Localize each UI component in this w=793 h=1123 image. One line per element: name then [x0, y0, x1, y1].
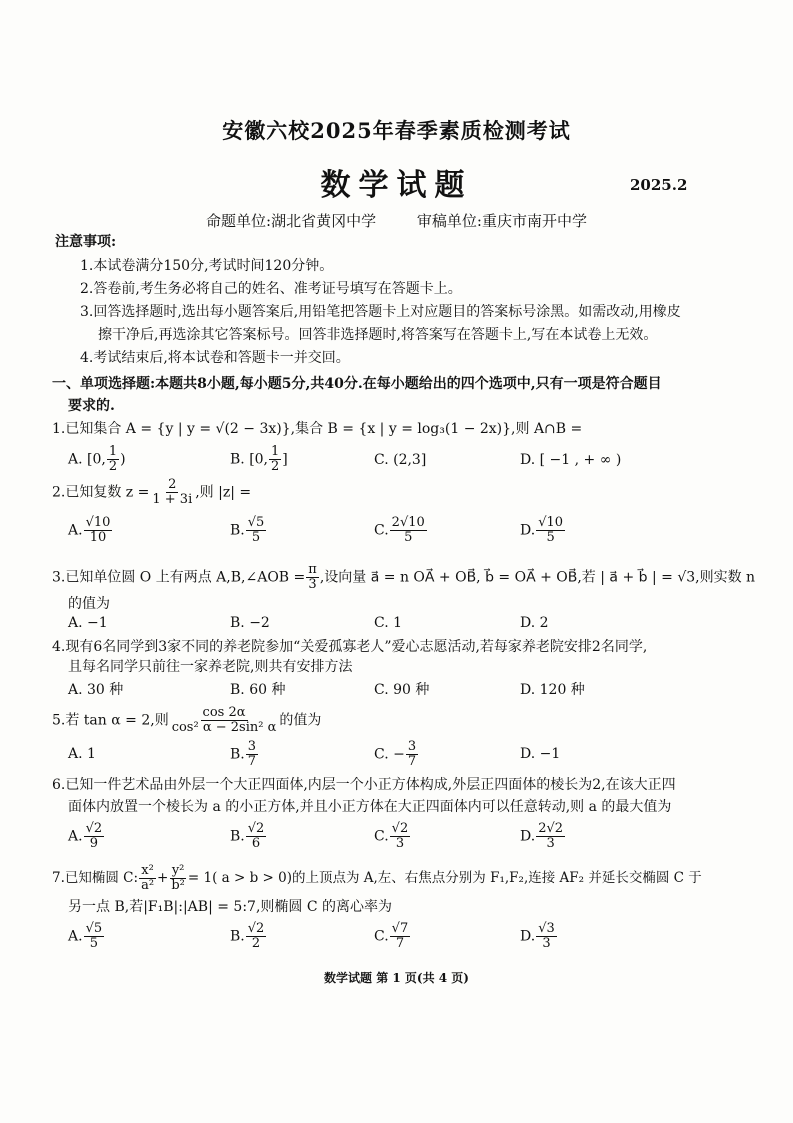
q3-option-c: C. 1 — [374, 615, 403, 631]
exam-title: 安徽六校2025年春季素质检测考试 — [222, 118, 571, 143]
q7-stem: 7.已知椭圆 C: $\frac{\text{x²}}{\text{a²}}$ + $\frac{\text{y²}}{\text{b²}}$ = 1( a > b > 0)的上顶点为 A,左、右焦点分别为 F₁,F₂,连接 AF₂ 并延长交椭圆 C 于 — [52, 863, 702, 893]
q1-option-a: A. [0, $\frac{1}{2}$ ) — [68, 444, 126, 474]
q3-stem-cont: 的值为 — [68, 596, 110, 612]
q2-option-b: B. $\frac{√5}{5}$ — [230, 515, 265, 545]
section-1-heading-cont: 要求的. — [68, 398, 115, 414]
section-1-heading: 一、单项选择题:本题共8小题,每小题5分,共40分.在每小题给出的四个选项中,只有一项是符合题目 — [52, 376, 662, 392]
q7-option-d: D. $\frac{√3}{3}$ — [520, 921, 555, 951]
subject-title: 数学试题 — [320, 168, 473, 203]
q1-option-d: D. [ −1 , + ∞ ) — [520, 452, 622, 468]
page-footer: 数学试题 第 1 页(共 4 页) — [324, 971, 469, 985]
note-3-cont: 擦干净后,再选涂其它答案标号。回答非选择题时,将答案写在答题卡上,写在本试卷上无效。 — [98, 327, 658, 343]
q6-option-d: D. $\frac{2√2}{3}$ — [520, 821, 564, 851]
q2-option-d: D. $\frac{√10}{5}$ — [520, 515, 564, 545]
q4-option-c: C. 90 种 — [374, 682, 430, 698]
q4-stem-cont: 且每名同学只前往一家养老院,则共有安排方法 — [68, 659, 353, 675]
q3-stem: 3.已知单位圆 O 上有两点 A,B,∠AOB = $\frac{\pi}{3}$ ,设向量 a⃗ = n OA⃗ + OB⃗, b⃗ = OA⃗ + OB⃗,若 | a⃗ + b⃗ | = √3,则实数 n — [52, 562, 756, 592]
review-unit: 审稿单位:重庆市南开中学 — [416, 212, 587, 230]
q1-option-c: C. (2,3] — [374, 452, 427, 468]
q3-option-a: A. −1 — [68, 615, 108, 631]
q4-option-b: B. 60 种 — [230, 682, 286, 698]
author-unit: 命题单位:湖北省黄冈中学 — [206, 212, 377, 230]
exam-date: 2025.2 — [630, 176, 688, 194]
q3-option-b: B. −2 — [230, 615, 270, 631]
q5-option-c: C. − $\frac{3}{7}$ — [374, 739, 417, 769]
q6-option-c: C. $\frac{√2}{3}$ — [374, 821, 409, 851]
q6-option-b: B. $\frac{√2}{6}$ — [230, 821, 265, 851]
q4-option-d: D. 120 种 — [520, 682, 585, 698]
q7-option-a: A. $\frac{√5}{5}$ — [68, 921, 103, 951]
q7-option-c: C. $\frac{√7}{7}$ — [374, 921, 409, 951]
q4-stem: 4.现有6名同学到3家不同的养老院参加“关爱孤寡老人”爱心志愿活动,若每家养老院安排2名同学, — [52, 639, 648, 655]
q1-stem: 1.已知集合 A = {y | y = √(2 − 3x)},集合 B = {x | y = log₃(1 − 2x)},则 A∩B = — [52, 421, 583, 437]
q3-option-d: D. 2 — [520, 615, 549, 631]
q2-option-a: A. $\frac{√10}{10}$ — [68, 515, 111, 545]
q1-option-b: B. [0, $\frac{1}{2}$ ] — [230, 444, 288, 474]
q5-option-b: B. $\frac{3}{7}$ — [230, 739, 257, 769]
q5-option-a: A. 1 — [68, 746, 96, 762]
units-line — [0, 210, 793, 231]
note-2: 2.答卷前,考生务必将自己的姓名、准考证号填写在答题卡上。 — [80, 281, 462, 297]
q2-option-c: C. $\frac{2√10}{5}$ — [374, 515, 425, 545]
q5-option-d: D. −1 — [520, 746, 561, 762]
note-1: 1.本试卷满分150分,考试时间120分钟。 — [80, 258, 334, 274]
q6-stem-cont: 面体内放置一个棱长为 a 的小正方体,并且小正方体在大正四面体内可以任意转动,则 a 的最大值为 — [68, 799, 672, 815]
q7-stem-cont: 另一点 B,若|F₁B|:|AB| = 5:7,则椭圆 C 的离心率为 — [68, 899, 393, 915]
notes-heading: 注意事项: — [55, 234, 117, 250]
note-3: 3.回答选择题时,选出每小题答案后,用铅笔把答题卡上对应题目的答案标号涂黑。如需改动,用橡皮 — [80, 304, 681, 320]
q5-stem: 5.若 tan α = 2,则 $\frac{\cos 2\alpha}{\text{cos² α − 2sin² α}}$ 的值为 — [52, 705, 322, 735]
note-4: 4.考试结束后,将本试卷和答题卡一并交回。 — [80, 350, 350, 366]
q2-stem: 2.已知复数 z = $\frac{2}{1 + 3i}$ ,则 |z| = — [52, 477, 252, 507]
q7-option-b: B. $\frac{√2}{2}$ — [230, 921, 265, 951]
q4-option-a: A. 30 种 — [68, 682, 124, 698]
q6-option-a: A. $\frac{√2}{9}$ — [68, 821, 103, 851]
q6-stem: 6.已知一件艺术品由外层一个大正四面体,内层一个小正方体构成,外层正四面体的棱长为2,在该大正四 — [52, 777, 676, 793]
